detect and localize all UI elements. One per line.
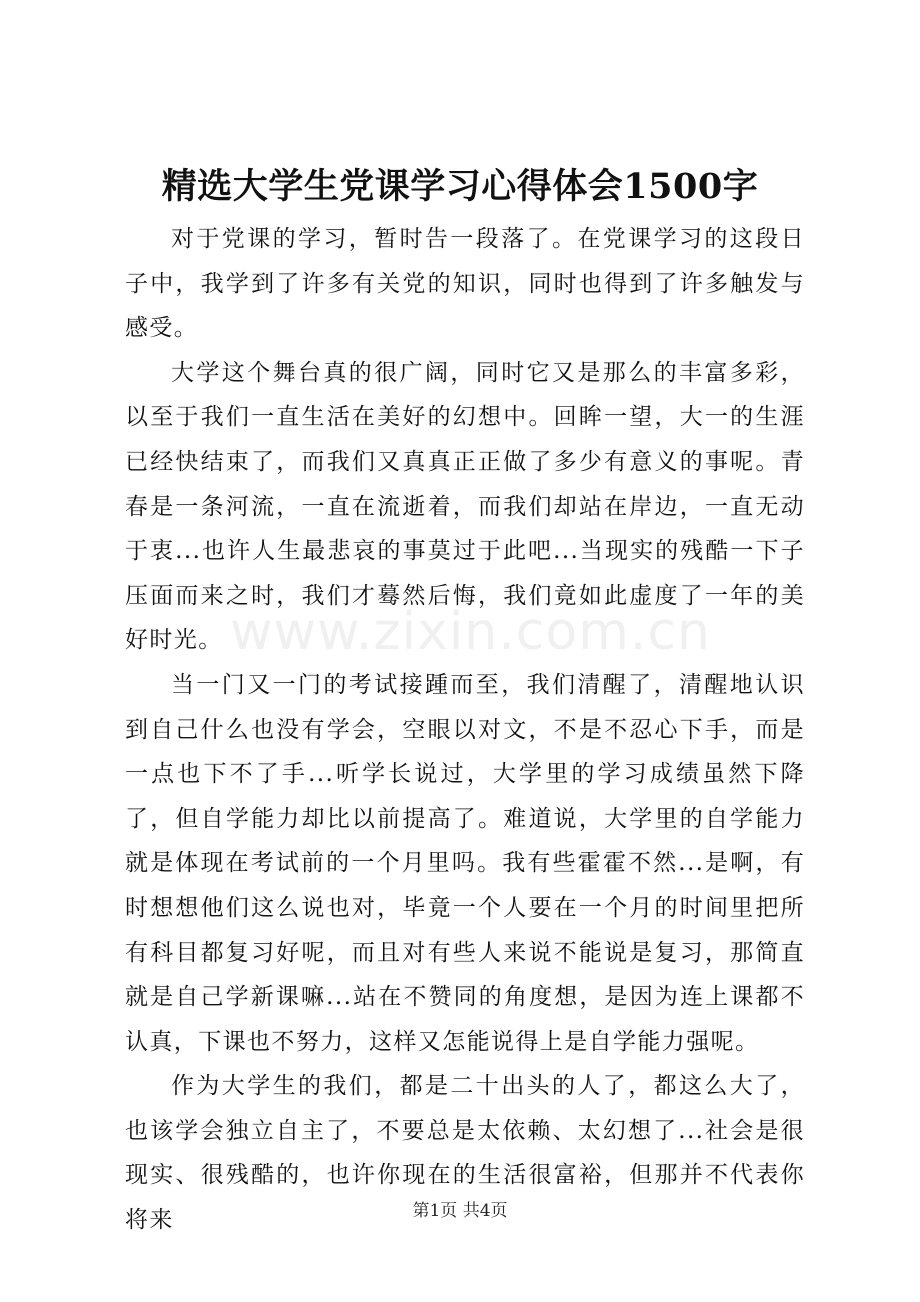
paragraph: 当一门又一门的考试接踵而至，我们清醒了，清醒地认识到自己什么也没有学会，空眼以对文，不是不忍心下手，而是一点也下不了手...听学长说过，大学里的学习成绩虽然下降了，但自学能力却比以前提高了。难道说，大学里的自学能力就是体现在考试前的一个月里吗。我有些霍霍不然...是啊，有时想想他们这么说也对，毕竟一个人要在一个月的时间里把所有科目都复习好呢，而且对有些人来说不能说是复习，那简直就是自己学新课嘛...站在不赞同的角度想，是因为连上课都不认真，下课也不努力，这样又怎能说得上是自学能力强呢。	[125, 671, 805, 1055]
page-footer: 第1页 共4页	[412, 1201, 508, 1221]
paragraph: 作为大学生的我们，都是二十出头的人了，都这么大了，也该学会独立自主了，不要总是太依赖、太幻想了...社会是很现实、很残酷的，也许你现在的生活很富裕，但那并不代表你将来	[125, 1073, 805, 1234]
document-title: 精选大学生党课学习心得体会1500字	[161, 166, 759, 207]
paragraph: 对于党课的学习，暂时告一段落了。在党课学习的这段日子中，我学到了许多有关党的知识，同时也得到了许多触发与感受。	[125, 226, 805, 342]
document-body	[125, 217, 805, 1243]
paragraph: 大学这个舞台真的很广阔，同时它又是那么的丰富多彩，以至于我们一直生活在美好的幻想中。回眸一望，大一的生涯已经快结束了，而我们又真真正正做了多少有意义的事呢。青春是一条河流，一直在流逝着，而我们却站在岸边，一直无动于衷...也许人生最悲哀的事莫过于此吧...当现实的残酷一下子压面而来之时，我们才蓦然后悔，我们竟如此虚度了一年的美好时光。	[125, 359, 805, 654]
watermark: www.zixin.com.cn	[230, 602, 711, 662]
